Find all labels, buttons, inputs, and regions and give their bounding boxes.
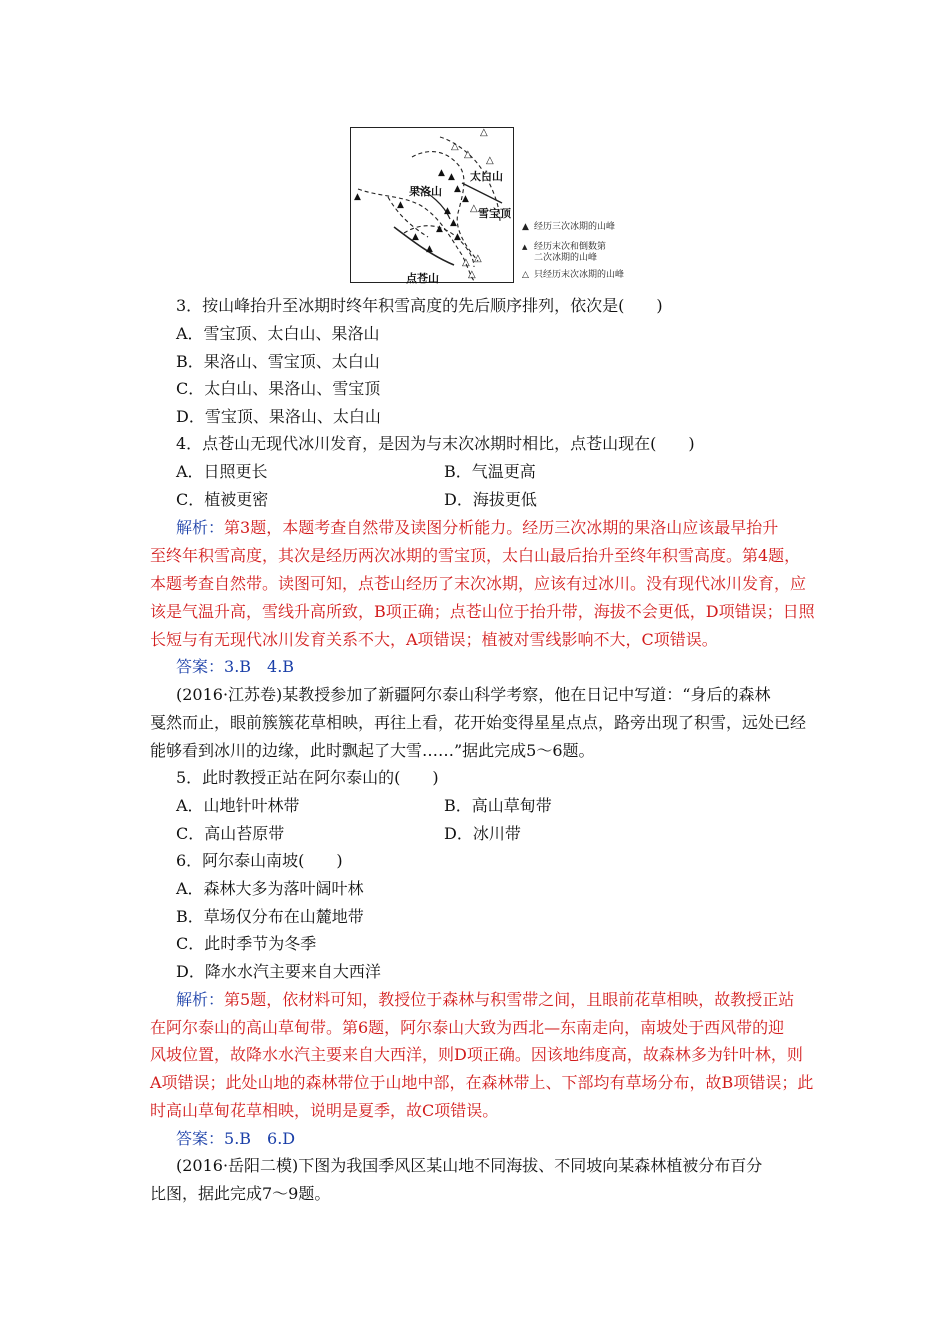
peak-last-glaciation-icon: △: [464, 149, 472, 160]
peak-last-glaciation-icon: △: [468, 269, 476, 280]
answer-label: 答案：: [176, 1129, 225, 1148]
analysis-2-line: 解析：第5题，依材料可知，教授位于森林与积雪带之间，且眼前花草相映，故教授正站: [176, 990, 795, 1009]
analysis-1-line: 至终年积雪高度，其次是经历两次冰期的雪宝顶，太白山最后抬升至终年积雪高度。第4题，: [150, 546, 801, 565]
question-4-stem: 4．点苍山无现代冰川发育，是因为与末次冰期时相比，点苍山现在( ): [176, 434, 695, 453]
peak-last-glaciation-icon: △: [474, 253, 482, 264]
peak-last-glaciation-icon: △: [486, 155, 494, 166]
question-6-option-d: D．降水水汽主要来自大西洋: [176, 962, 381, 981]
answer-2: 答案：5.B 6.D: [176, 1129, 296, 1148]
peak-three-glaciations-icon: ▲: [354, 192, 361, 202]
peak-two-glaciations-icon: ▲: [454, 184, 461, 194]
solid-triangle-icon: ▲: [522, 222, 529, 232]
peak-two-glaciations-icon: ▲: [448, 172, 455, 182]
peak-last-glaciation-icon: △: [451, 141, 459, 152]
peak-two-glaciations-icon: ▲: [454, 232, 461, 242]
peak-last-glaciation-icon: △: [480, 127, 488, 138]
peak-two-glaciations-icon: ▲: [444, 206, 451, 216]
intro-2-line: 戛然而止，眼前簇簇花草相映，再往上看，花开始变得星星点点，路旁出现了积雪，远处已经: [150, 713, 807, 732]
hollow-triangle-icon: △: [522, 270, 529, 280]
analysis-2-line: A项错误；此处山地的森林带位于山地中部，在森林带上、下部均有草场分布，故B项错误；此: [150, 1073, 814, 1092]
legend-item: ▲ 经历末次和倒数第 二次冰期的山峰: [522, 242, 607, 263]
intro-3-line: 比图，据此完成7～9题。: [150, 1184, 331, 1203]
solid-triangle-small-icon: ▲: [522, 243, 528, 251]
analysis-label: 解析：: [176, 990, 225, 1009]
analysis-1-line: 本题考查自然带。读图可知，点苍山经历了末次冰期，应该有过冰川。没有现代冰川发育，应: [150, 574, 807, 593]
question-4-option-d: D．海拔更低: [444, 490, 537, 509]
analysis-2-line: 时高山草甸花草相映，说明是夏季，故C项错误。: [150, 1101, 499, 1120]
analysis-2-line: 风坡位置，故降水水汽主要来自大西洋，则D项正确。因该地纬度高，故森林多为针叶林，则: [150, 1045, 803, 1064]
peak-three-glaciations-icon: ▲: [438, 168, 445, 178]
question-3-option-d: D．雪宝顶、果洛山、太白山: [176, 407, 381, 426]
question-4-option-a: A．日照更长: [176, 462, 268, 481]
analysis-2-line: 在阿尔泰山的高山草甸带。第6题，阿尔泰山大致为西北—东南走向，南坡处于西风带的迎: [150, 1018, 785, 1037]
peak-last-glaciation-icon: △: [470, 203, 478, 214]
question-6-option-c: C．此时季节为冬季: [176, 934, 317, 953]
question-5-option-d: D．冰川带: [444, 824, 521, 843]
question-5-stem: 5．此时教授正站在阿尔泰山的( ): [176, 768, 439, 787]
label-diancang: 点苍山: [406, 272, 439, 285]
analysis-1-line: 解析：第3题，本题考查自然带及读图分析能力。经历三次冰期的果洛山应该最早抬升: [176, 518, 779, 537]
answer-1: 答案：3.B 4.B: [176, 657, 295, 676]
peak-two-glaciations-icon: ▲: [436, 224, 443, 234]
answer-label: 答案：: [176, 657, 225, 676]
question-6-option-a: A．森林大多为落叶阔叶林: [176, 879, 364, 898]
intro-2-line: 能够看到冰川的边缘，此时飘起了大雪……”据此完成5～6题。: [150, 741, 595, 760]
peak-two-glaciations-icon: ▲: [450, 218, 457, 228]
question-3-option-b: B．果洛山、雪宝顶、太白山: [176, 352, 380, 371]
analysis-1-line: 该是气温升高，雪线升高所致，B项正确；点苍山位于抬升带，海拔不会更低，D项错误；日照: [150, 602, 815, 621]
question-4-option-b: B．气温更高: [444, 462, 536, 481]
question-4-option-c: C．植被更密: [176, 490, 269, 509]
question-5-option-b: B．高山草甸带: [444, 796, 552, 815]
intro-3-line: (2016·岳阳二模)下图为我国季风区某山地不同海拔、不同坡向某森林植被分布百分: [176, 1156, 763, 1175]
label-guoluo: 果洛山: [409, 185, 442, 198]
analysis-label: 解析：: [176, 518, 225, 537]
question-3-option-c: C．太白山、果洛山、雪宝顶: [176, 379, 381, 398]
label-taibai: 太白山: [470, 170, 503, 183]
peak-two-glaciations-icon: ▲: [462, 194, 469, 204]
question-3-stem: 3．按山峰抬升至冰期时终年积雪高度的先后顺序排列，依次是( ): [176, 296, 663, 315]
question-6-option-b: B．草场仅分布在山麓地带: [176, 907, 364, 926]
question-3-option-a: A．雪宝顶、太白山、果洛山: [176, 324, 380, 343]
question-6-stem: 6．阿尔泰山南坡( ): [176, 851, 343, 870]
question-5-option-a: A．山地针叶林带: [176, 796, 300, 815]
peak-two-glaciations-icon: ▲: [412, 232, 419, 242]
label-xuebao: 雪宝顶: [478, 207, 511, 220]
analysis-1-line: 长短与有无现代冰川发育关系不大，A项错误；植被对雪线影响不大，C项错误。: [150, 630, 718, 649]
question-5-option-c: C．高山苔原带: [176, 824, 285, 843]
peak-three-glaciations-icon: ▲: [397, 200, 404, 210]
peak-last-glaciation-icon: △: [462, 257, 470, 268]
peak-two-glaciations-icon: ▲: [426, 244, 433, 254]
legend-item: ▲ 经历三次冰期的山峰: [522, 222, 616, 232]
intro-2-line: (2016·江苏卷)某教授参加了新疆阿尔泰山科学考察，他在日记中写道：“身后的森林: [176, 685, 771, 704]
legend-item: △ 只经历末次冰期的山峰: [522, 270, 625, 280]
